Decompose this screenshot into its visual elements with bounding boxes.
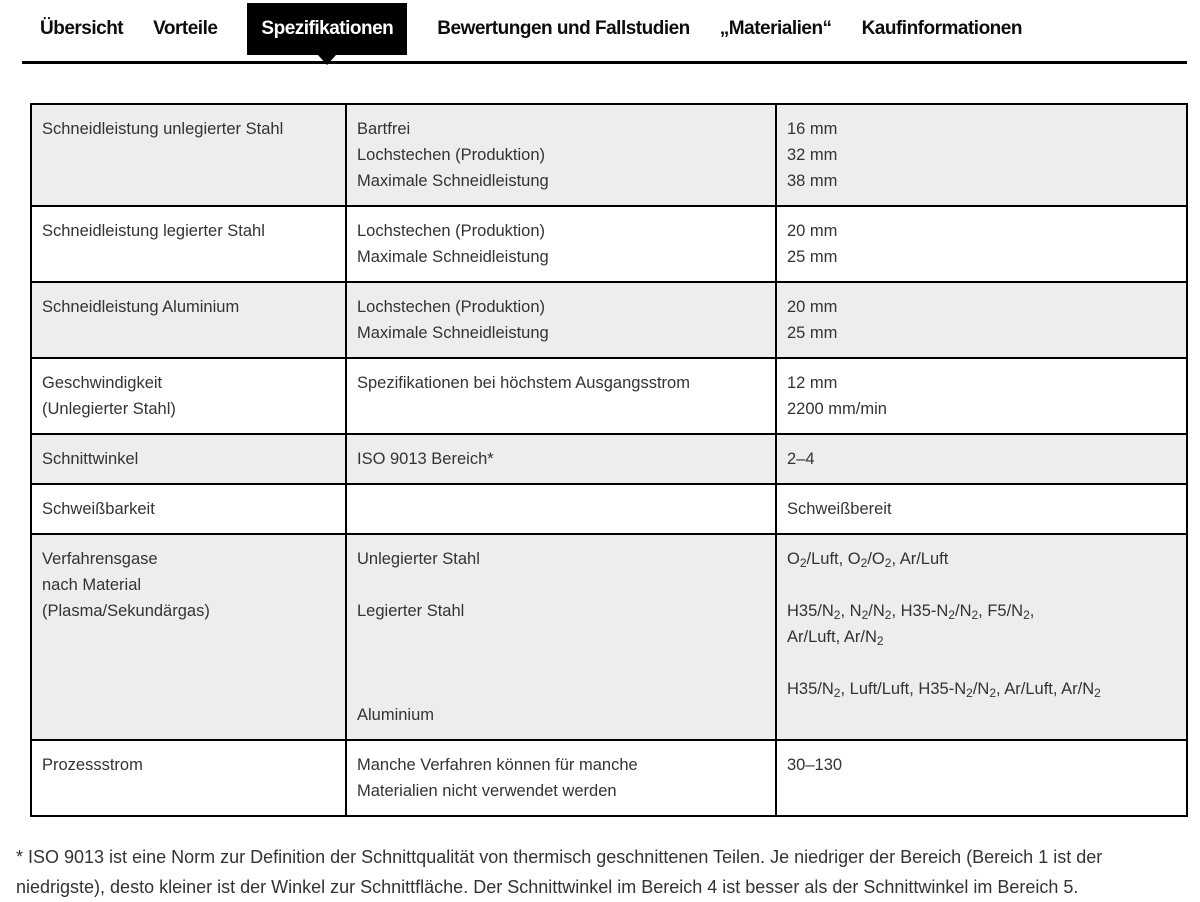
cell-line [787,572,1174,598]
cell-line: 38 mm [787,172,838,190]
spec-attribute-cell [345,741,775,815]
tab-materialien[interactable]: „Materialien“ [719,18,832,39]
cell-line: Spezifikationen bei höchstem Ausgangsstrom [357,374,690,392]
tab-uebersicht[interactable]: Übersicht [40,18,124,39]
spec-row [32,357,1186,433]
cell-line [787,702,1174,728]
cell-line: Schweißbarkeit [42,500,155,518]
cell-line: $H35/N_2$, $N_2/N_2$, $H35-N_2/N_2$, $F5/N_2$, [787,602,1035,622]
cell-line: Schweißbereit [787,500,892,518]
spec-row [32,739,1186,815]
spec-label-cell [32,535,345,739]
cell-line: Legierter Stahl [357,602,465,620]
cell-line: Schnittwinkel [42,450,139,468]
spec-attribute-cell [345,535,775,739]
spec-value-cell [775,359,1186,433]
cell-line: Maximale Schneidleistung [357,324,549,342]
spec-attribute-cell [345,283,775,357]
spec-row [32,281,1186,357]
cell-line: 2–4 [787,450,815,468]
cell-line: ISO 9013 Bereich* [357,450,494,468]
tabbar-divider [22,61,1187,64]
cell-line [787,650,1174,676]
spec-attribute-cell [345,105,775,205]
iso-footnote: * ISO 9013 ist eine Norm zur Definition der Schnittqualität von thermisch geschnittenen Teilen. Je niedriger der Bereich (Bereich 1 ist der niedrigste), desto kleiner ist der Winkel zur Schnittfläche. Der Schnittwinkel im Bereich 4 ist besser als der Schnittwinkel im Bereich 5. [16,847,1103,897]
cell-line: Verfahrensgase [42,550,158,568]
spec-value-cell [775,485,1186,533]
cell-line: Manche Verfahren können für manche [357,756,638,774]
cell-line [357,572,763,598]
cell-line: Materialien nicht verwendet werden [357,782,617,800]
cell-line: Maximale Schneidleistung [357,248,549,266]
cell-line: 25 mm [787,248,838,266]
cell-line: Aluminium [357,706,435,724]
cell-line: Ar/Luft, $Ar/N_2$ [787,628,884,648]
spec-attribute-cell [345,435,775,483]
cell-line: Prozessstrom [42,756,143,774]
cell-line [357,676,763,702]
cell-line: Schneidleistung unlegierter Stahl [42,120,284,138]
spec-value-cell [775,535,1186,739]
cell-line: 32 mm [787,146,838,164]
cell-line: $H35/N_2$, Luft/Luft, $H35-N_2/N_2$, Ar/Luft, $Ar/N_2$ [787,680,1101,700]
spec-attribute-cell [345,359,775,433]
spec-value-cell [775,741,1186,815]
cell-line: Bartfrei [357,120,411,138]
spec-row [32,433,1186,483]
spec-attribute-cell [345,207,775,281]
cell-line [357,650,763,676]
spec-label-cell [32,485,345,533]
spec-row [32,483,1186,533]
spec-label-cell [32,741,345,815]
cell-line: Schneidleistung Aluminium [42,298,240,316]
tab-spezifikationen[interactable]: Spezifikationen [247,3,407,55]
tab-vorteile[interactable]: Vorteile [153,18,218,39]
cell-line: 12 mm [787,374,838,392]
cell-line: Lochstechen (Produktion) [357,222,546,240]
cell-line: 20 mm [787,222,838,240]
spec-label-cell [32,105,345,205]
spec-label-cell [32,435,345,483]
cell-line: 30–130 [787,756,843,774]
spec-value-cell [775,435,1186,483]
spec-label-cell [32,207,345,281]
tab-kaufinformationen[interactable]: Kaufinformationen [861,18,1022,39]
cell-line: Schneidleistung legierter Stahl [42,222,265,240]
tab-bewertungen-und-fallstudien[interactable]: Bewertungen und Fallstudien [437,18,690,39]
tab-navigation [0,0,1200,58]
cell-line [357,624,763,650]
spec-row [32,205,1186,281]
spec-value-cell [775,283,1186,357]
cell-line: Geschwindigkeit [42,374,163,392]
cell-line: $O_2$/Luft, $O_2/O_2$, Ar/Luft [787,550,949,570]
spec-label-cell [32,359,345,433]
cell-line: 20 mm [787,298,838,316]
spec-value-cell [775,207,1186,281]
cell-line: 16 mm [787,120,838,138]
spec-row [32,533,1186,739]
cell-line: (Unlegierter Stahl) [42,400,176,418]
spec-attribute-cell [345,485,775,533]
cell-line: nach Material [42,576,142,594]
cell-line: 25 mm [787,324,838,342]
cell-line: Unlegierter Stahl [357,550,480,568]
spec-label-cell [32,283,345,357]
spec-row [32,105,1186,205]
spec-value-cell [775,105,1186,205]
cell-line: Lochstechen (Produktion) [357,298,546,316]
spec-table [30,103,1188,817]
cell-line: Maximale Schneidleistung [357,172,549,190]
cell-line: 2200 mm/min [787,400,887,418]
cell-line: (Plasma/Sekundärgas) [42,602,210,620]
cell-line: Lochstechen (Produktion) [357,146,546,164]
